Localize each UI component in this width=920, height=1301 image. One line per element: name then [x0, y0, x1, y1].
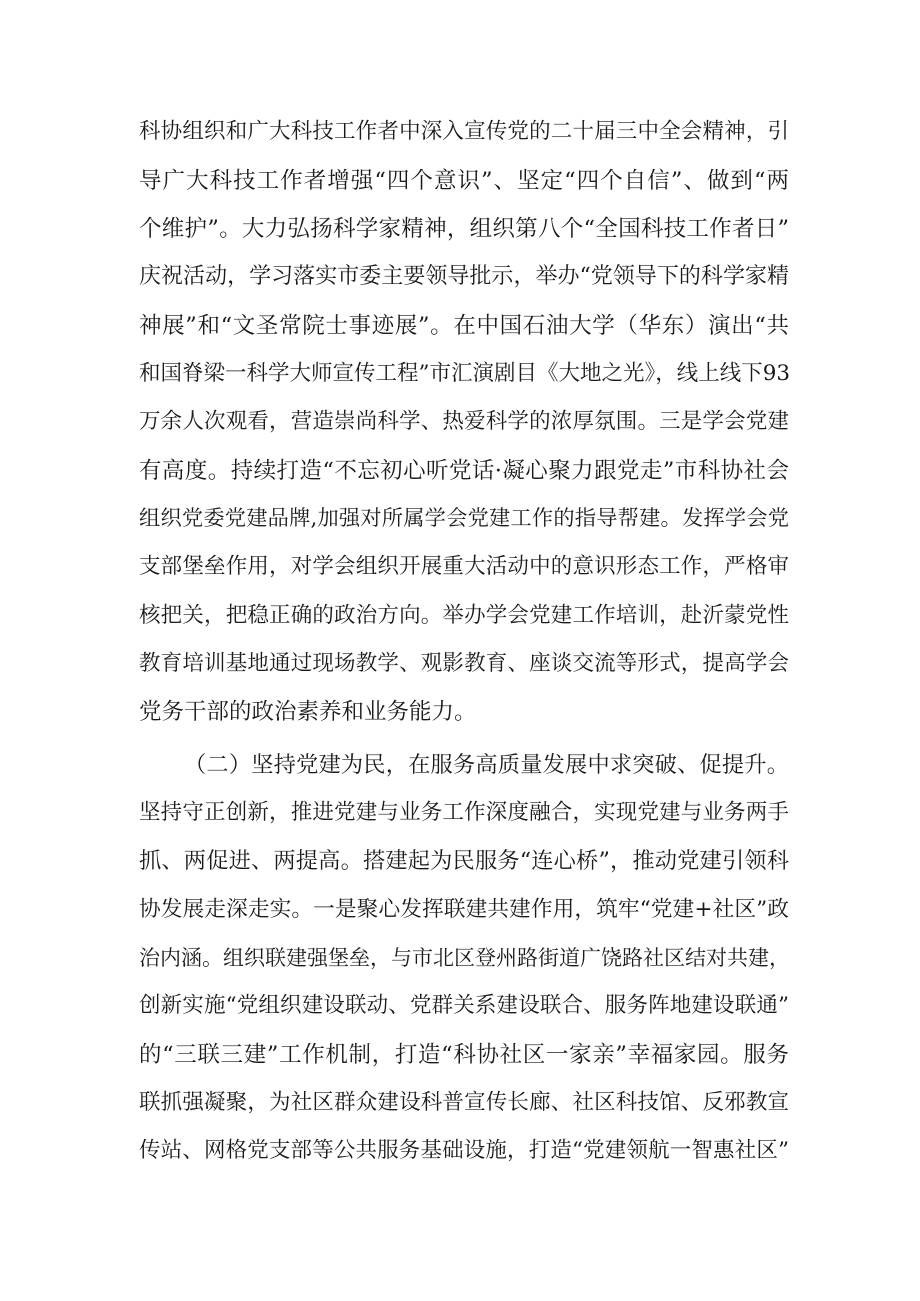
text-line: 教育培训基地通过现场教学、观影教育、座谈交流等形式，提高学会 — [139, 651, 789, 676]
text-line: 坚持守正创新，推进党建与业务工作深度融合，实现党建与业务两手 — [139, 800, 789, 825]
text-line: 庆祝活动，学习落实市委主要领导批示，举办“党领导下的科学家精 — [139, 264, 789, 289]
text-line: 有高度。持续打造“不忘初心听党话·凝心聚力跟党走”市科协社会 — [139, 458, 789, 484]
text-line: 个维护”。大力弘扬科学家精神，组织第八个“全国科技工作者日” — [139, 216, 789, 242]
text-line: 和国脊梁一科学大师宣传工程”市汇演剧目《大地之光》，线上线下93 — [139, 361, 791, 386]
text-line: 科协组织和广大科技工作者中深入宣传党的二十届三中全会精神，引 — [139, 119, 789, 144]
text-line: 核把关，把稳正确的政治方向。举办学会党建工作培训，赴沂蒙党性 — [139, 603, 789, 628]
text-line: 万余人次观看，营造崇尚科学、热爱科学的浓厚氛围。三是学会党建 — [139, 409, 789, 434]
text-line: 组织党委党建品牌,加强对所属学会党建工作的指导帮建。发挥学会党 — [139, 506, 789, 531]
section-heading-line: （二）坚持党建为民，在服务高质量发展中求突破、促提升。 — [184, 752, 789, 778]
text-line: 联抓强凝聚，为社区群众建设科普宣传长廊、社区科技馆、反邪教宣 — [139, 1090, 789, 1115]
text-line: 传站、网格党支部等公共服务基础设施，打造“党建领航一智惠社区” — [139, 1138, 789, 1163]
text-line: 导广大科技工作者增强“四个意识”、坚定“四个自信”、做到“两 — [139, 168, 789, 194]
text-line: 协发展走深走实。一是聚心发挥联建共建作用，筑牢“党建+社区”政 — [139, 897, 789, 922]
text-line: 抓、两促进、两提高。搭建起为民服务“连心桥”，推动党建引领科 — [139, 848, 789, 874]
text-line: 的“三联三建”工作机制，打造“科协社区一家亲”幸福家园。服务 — [139, 1042, 789, 1068]
text-line: 党务干部的政治素养和业务能力。 — [139, 699, 477, 725]
text-line: 支部堡垒作用，对学会组织开展重大活动中的意识形态工作，严格审 — [139, 554, 789, 579]
text-line: 神展”和“文圣常院士事迹展”。在中国石油大学（华东）演出“共 — [139, 313, 789, 339]
text-line: 治内涵。组织联建强堡垒，与市北区登州路街道广饶路社区结对共建， — [139, 946, 790, 970]
text-line: 创新实施“党组织建设联动、党群关系建设联合、服务阵地建设联通” — [139, 993, 789, 1018]
